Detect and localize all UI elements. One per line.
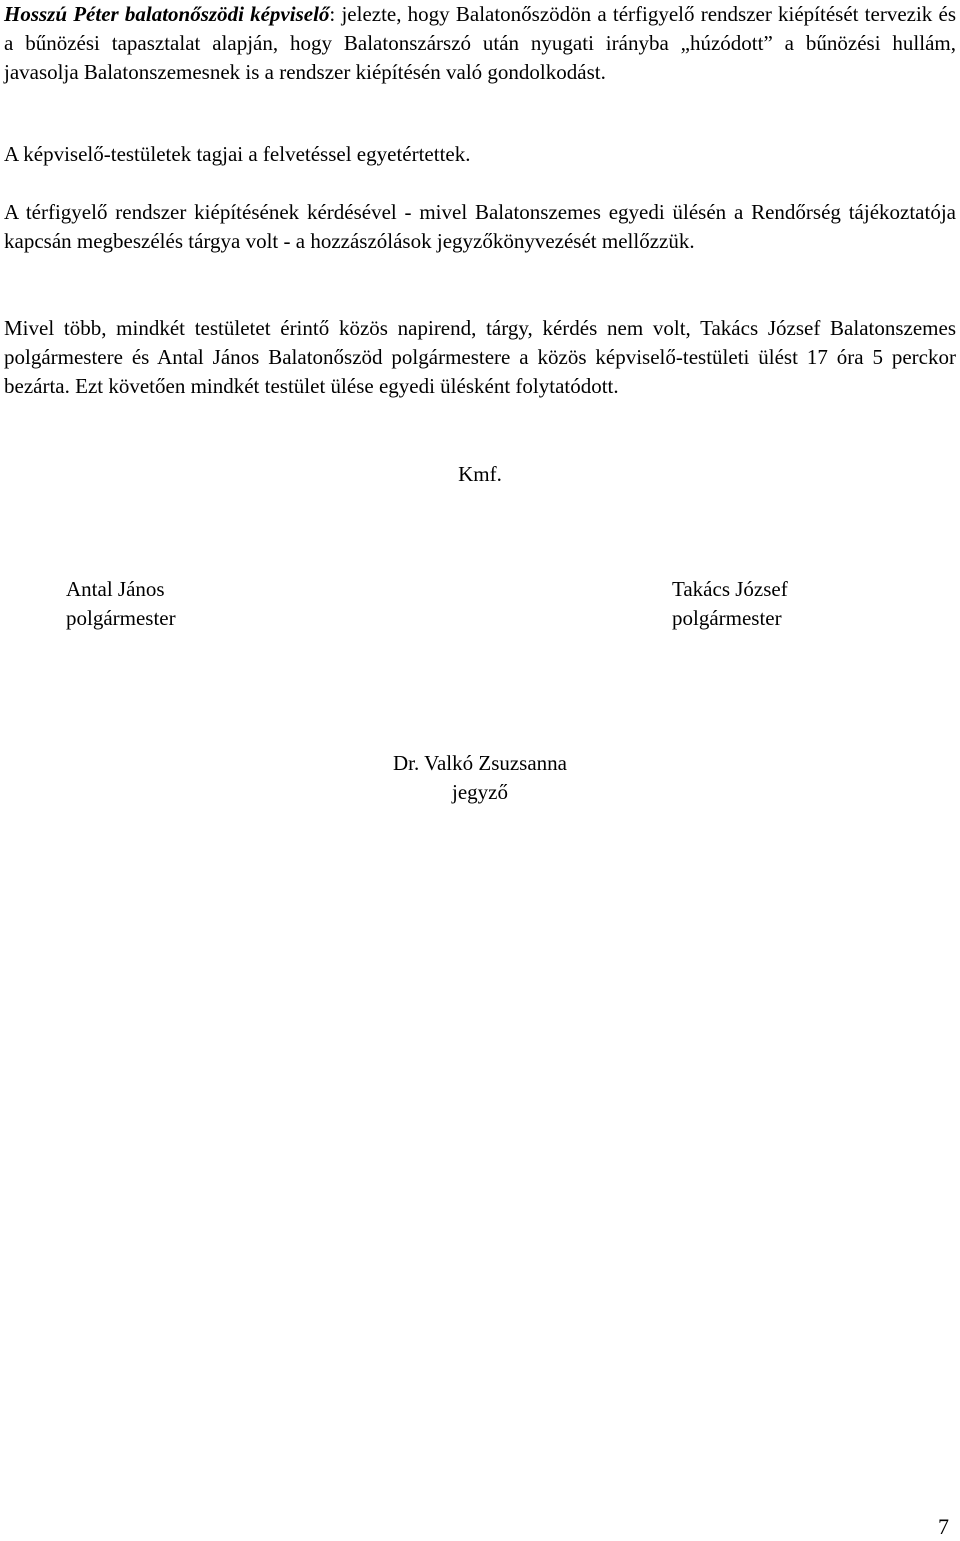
- notary-name: Dr. Valkó Zsuzsanna: [393, 751, 567, 775]
- signature-block-left: [66, 575, 216, 633]
- signatory-title: polgármester: [672, 606, 782, 630]
- paragraph-closing: Mivel több, mindkét testületet érintő közös napirend, tárgy, kérdés nem volt, Takács József Balatonszemes polgármestere és Antal János Balatonőszöd polgármestere a közös képviselő-testületi ülést 17 óra 5 perckor bezárta. Ezt követően mindkét testület ülése egyedi ülésként folytatódott.: [4, 316, 956, 398]
- notary-title: jegyző: [452, 780, 508, 804]
- paragraph-agreement: A képviselő-testületek tagjai a felvetéssel egyetértettek.: [4, 142, 471, 166]
- signatory-name: Takács József: [672, 577, 788, 601]
- signatory-name: Antal János: [66, 577, 165, 601]
- page-number: 7: [938, 1514, 949, 1539]
- kmf-label: Kmf.: [458, 462, 502, 486]
- paragraph-representative-note: [4, 0, 956, 87]
- signature-block-notary: [330, 749, 630, 807]
- paragraph-text: : jelezte, hogy Balatonőszödön a térfigyelő rendszer kiépítését tervezik és a bűnözési tapasztalat alapján, hogy Balatonszárszó után nyugati irányba „húzódott” a bűnözési hullám, javasolja Balatonszemesnek is a rendszer kiépítésén való gondolkodást.: [4, 2, 956, 84]
- speaker-name: Hosszú Péter balatonőszödi képviselő: [4, 2, 330, 26]
- signature-block-right: [672, 575, 852, 633]
- paragraph-camera-system: A térfigyelő rendszer kiépítésének kérdésével - mivel Balatonszemes egyedi ülésén a Rendőrség tájékoztatója kapcsán megbeszélés tárgya volt - a hozzászólások jegyzőkönyvezését mellőzzük.: [4, 200, 956, 253]
- signatory-title: polgármester: [66, 606, 176, 630]
